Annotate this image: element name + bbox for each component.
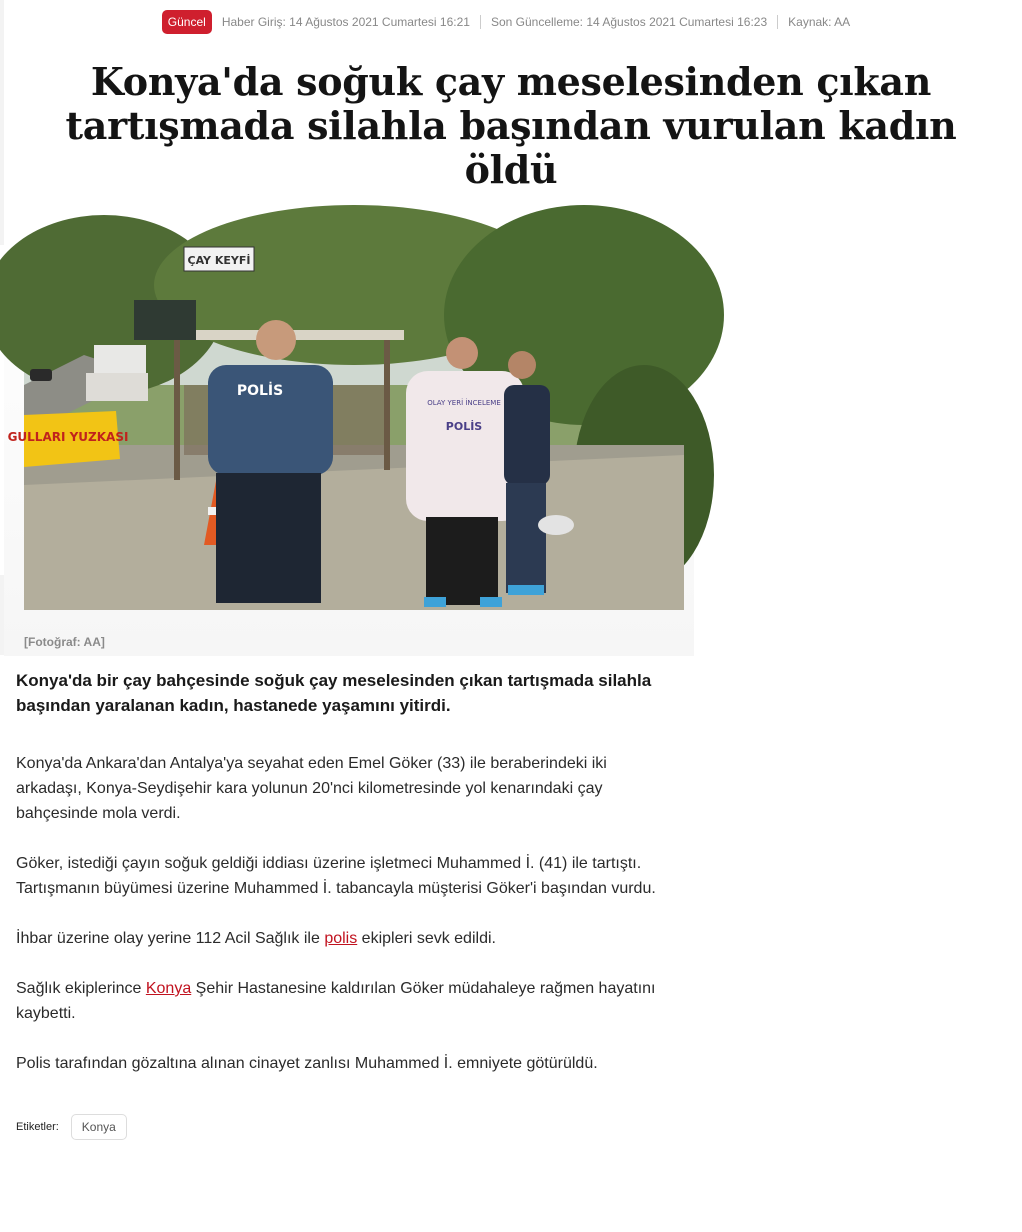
article-body bbox=[16, 668, 656, 1101]
photo-illustration bbox=[7, 245, 684, 610]
paragraph-4-text-start: Sağlık ekiplerince bbox=[16, 980, 146, 997]
polis-link[interactable]: polis bbox=[324, 930, 358, 947]
tag-chip-konya[interactable]: Konya bbox=[71, 1114, 127, 1140]
konya-link[interactable]: Konya bbox=[145, 980, 192, 997]
article-paragraph-1: Konya'da Ankara'dan Antalya'ya seyahat eden Emel Göker (33) ile beraberindeki iki arkadaşı, Konya-Seydişehir kara yolunun 20'nci kilometresinde yol kenarındaki çay bahçesinde mola verdi. bbox=[16, 755, 607, 822]
article-paragraph-4 bbox=[16, 976, 656, 1026]
vest-text-crime-scene: POLİS bbox=[445, 420, 483, 433]
vest-text-officer: POLİS bbox=[236, 383, 284, 399]
category-badge[interactable]: Güncel bbox=[162, 10, 212, 34]
paragraph-3-text-end: ekipleri sevk edildi. bbox=[357, 930, 496, 947]
article-meta-bar bbox=[0, 10, 1022, 34]
article-paragraph-2: Göker, istediği çayın soğuk geldiği iddiası üzerine işletmeci Muhammed İ. (41) ile tartıştı. Tartışmanın büyümesi üzerine Muhammed İ. tabancayla müşterisi Göker'i başından vurdu. bbox=[16, 855, 656, 897]
vest-arc-text: OLAY YERİ İNCELEME bbox=[427, 399, 501, 407]
article-photo[interactable] bbox=[7, 245, 684, 610]
article-paragraph-3 bbox=[16, 926, 656, 951]
article-headline: Konya'da soğuk çay meselesinden çıkan tartışmada silahla başından vurulan kadın öldü bbox=[65, 59, 957, 192]
published-date: Haber Giriş: 14 Ağustos 2021 Cumartesi 16:21 bbox=[221, 15, 470, 29]
paragraph-4-text-end: Şehir Hastanesine kaldırılan Göker müdahaleye rağmen hayatını kaybetti. bbox=[16, 980, 656, 1022]
news-source: Kaynak: AA bbox=[777, 15, 860, 29]
left-edge-strip bbox=[0, 0, 4, 245]
updated-date: Son Güncelleme: 14 Ağustos 2021 Cumartesi 16:23 bbox=[480, 15, 777, 29]
photo-card bbox=[4, 240, 694, 656]
article-lead: Konya'da bir çay bahçesinde soğuk çay meselesinden çıkan tartışmada silahla başından yaralanan kadın, hastanede yaşamını yitirdi. bbox=[16, 671, 652, 715]
cafe-sign-text: ÇAY KEYFİ bbox=[187, 254, 251, 267]
article-paragraph-5: Polis tarafından gözaltına alınan cinayet zanlısı Muhammed İ. emniyete götürüldü. bbox=[16, 1055, 598, 1072]
tags-label: Etiketler: bbox=[16, 1121, 59, 1133]
banner-text: GULLARI YUZKASI bbox=[7, 430, 129, 444]
tags-section bbox=[16, 1114, 127, 1140]
photo-caption: [Fotoğraf: AA] bbox=[24, 635, 105, 649]
paragraph-3-text-start: İhbar üzerine olay yerine 112 Acil Sağlık ile bbox=[16, 930, 325, 947]
